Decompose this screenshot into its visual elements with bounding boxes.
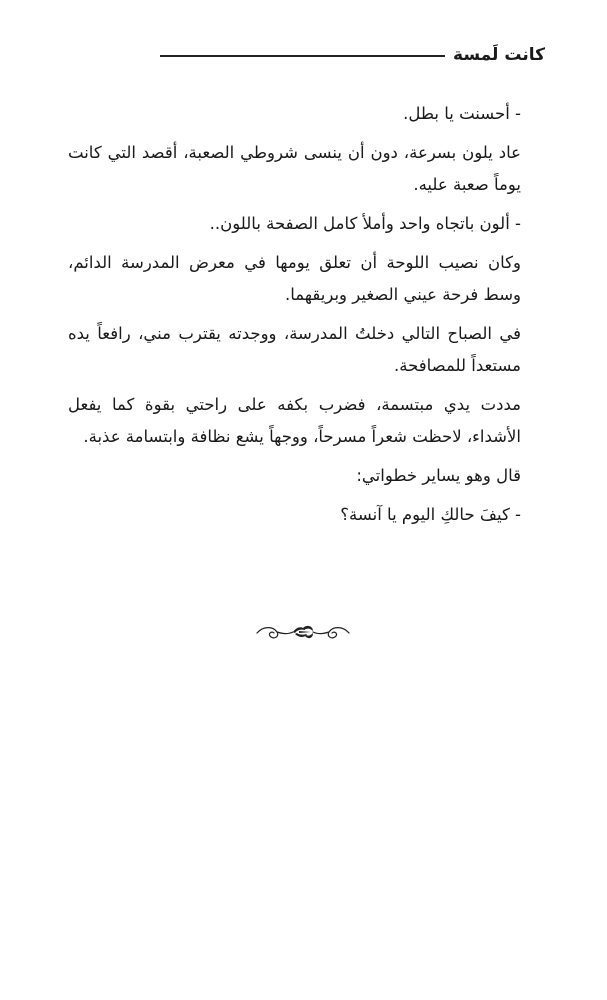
header-rule: [160, 55, 445, 57]
paragraph: مددت يدي مبتسمة، فضرب بكفه على راحتي بقوة كما يفعل الأشداء، لاحظت شعراً مسرحاً، ووجهاً يشع نظافة وابتسامة عذبة.: [68, 395, 521, 446]
chapter-title: كانت لَمسة: [453, 45, 545, 65]
running-header: [160, 40, 545, 70]
paragraph: عاد يلون بسرعة، دون أن ينسى شروطي الصعبة، أقصد التي كانت يوماً صعبة عليه.: [68, 143, 521, 194]
paragraph: قال وهو يساير خطواتي:: [356, 466, 521, 485]
floral-divider-ornament-icon: [255, 618, 351, 648]
paragraph: في الصباح التالي دخلتُ المدرسة، ووجدته يقترب مني، رافعاً يده مستعداً للمصافحة.: [68, 324, 521, 375]
page-body: [68, 98, 539, 538]
paragraph: وكان نصيب اللوحة أن تعلق يومها في معرض المدرسة الدائم، وسط فرحة عيني الصغير وبريقهما.: [68, 253, 521, 304]
paragraph: - أحسنت يا بطل.: [403, 104, 521, 123]
paragraph: - كيفَ حالكِ اليوم يا آنسة؟: [340, 505, 521, 524]
paragraph: - ألون باتجاه واحد وأملأ كامل الصفحة باللون..: [209, 214, 521, 233]
